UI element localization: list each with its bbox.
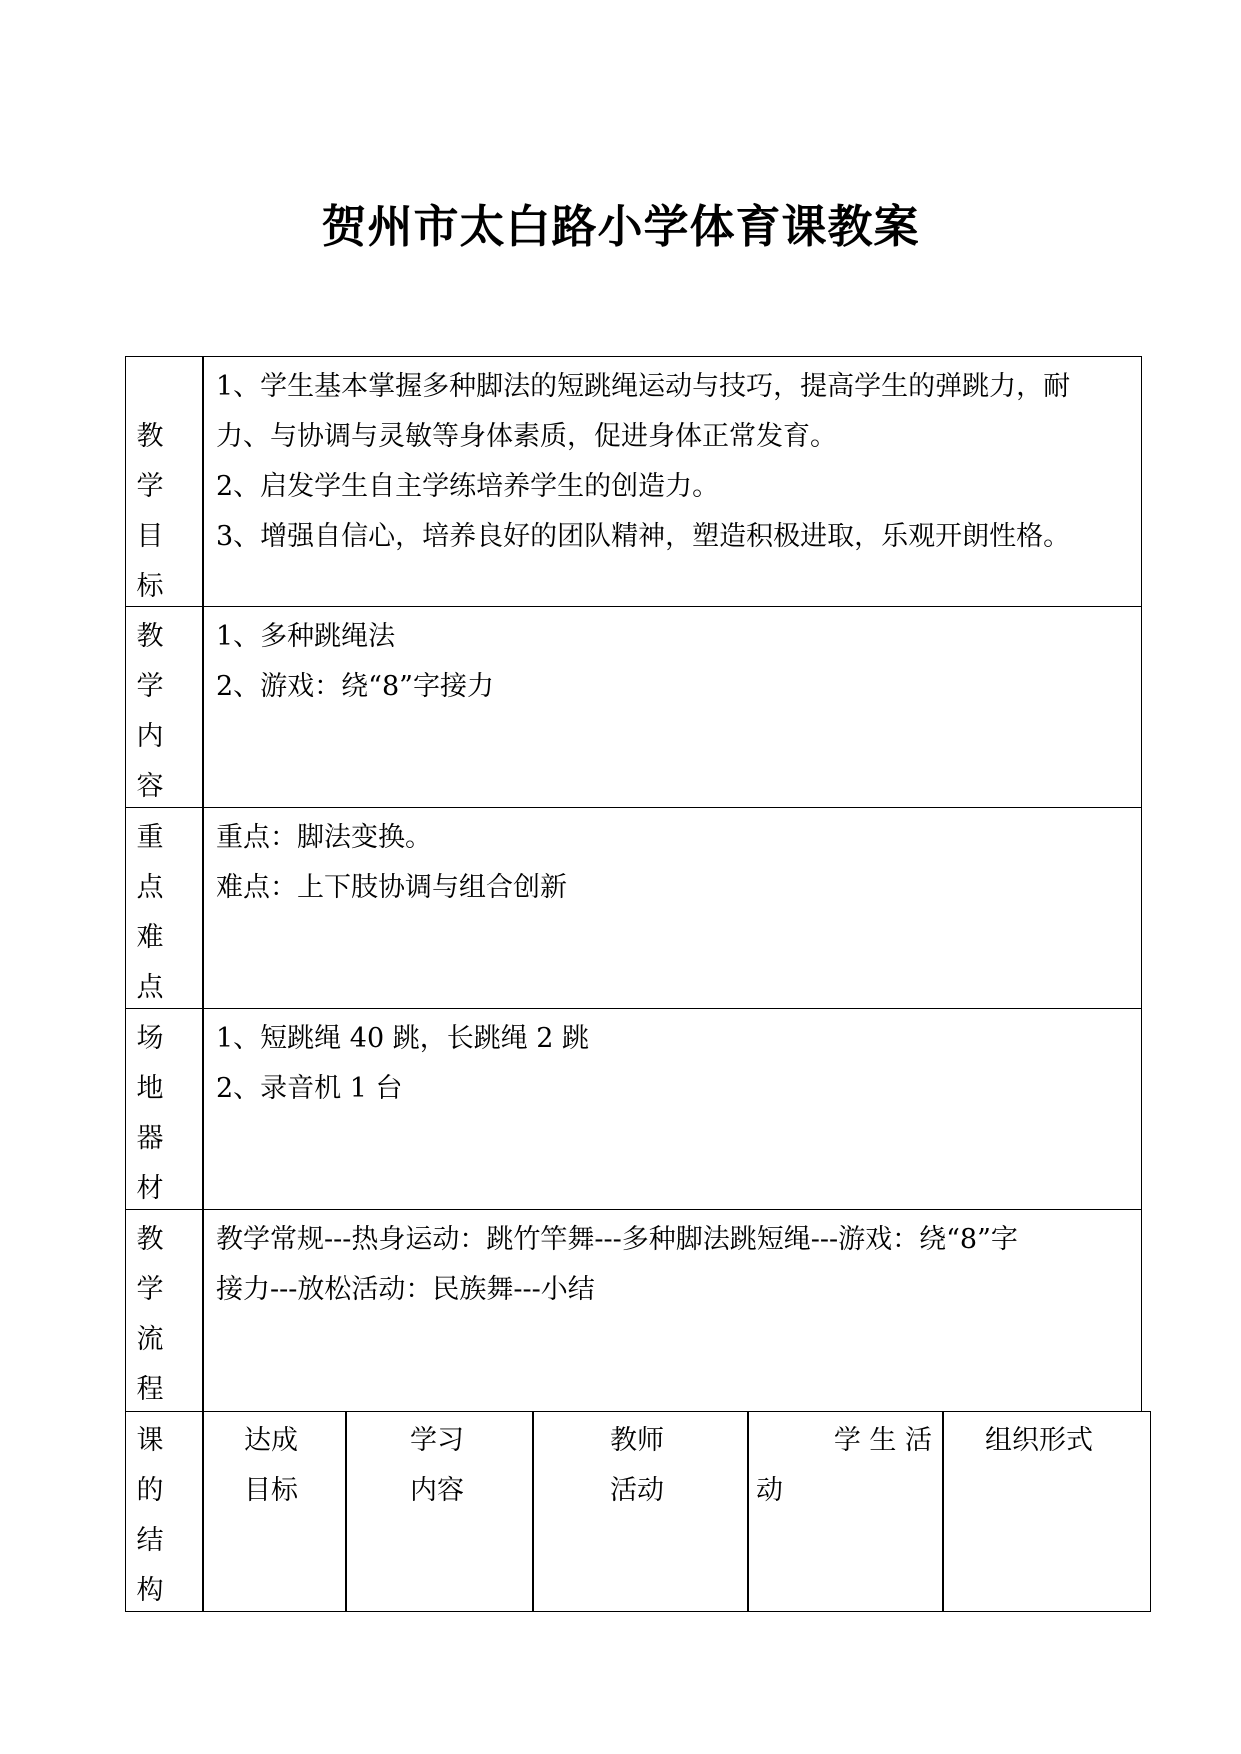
- label-char: 器: [136, 1123, 164, 1154]
- content-line: 2、启发学生自主学练培养学生的创造力。: [216, 471, 720, 502]
- header-student-activity: 学 生 活 动: [756, 1425, 932, 1506]
- document-title: 贺州市太白路小学体育课教案: [321, 200, 920, 253]
- label-char: 难: [136, 922, 164, 953]
- label-char: 的: [136, 1475, 164, 1506]
- content-line: 力、与协调与灵敏等身体素质，促进身体正常发育。: [216, 421, 837, 452]
- label-char: 标: [136, 571, 164, 602]
- label-char: 场: [136, 1023, 164, 1054]
- content-line: 1、学生基本掌握多种脚法的短跳绳运动与技巧，提高学生的弹跳力，耐: [216, 371, 1071, 402]
- row-label: [133, 412, 167, 612]
- row-content: [216, 813, 567, 913]
- row-label: [133, 1014, 167, 1214]
- row-content: [216, 362, 1070, 562]
- label-char: 容: [136, 771, 164, 802]
- header-teacher-activity: 教师 活动: [610, 1425, 664, 1506]
- label-char: 学: [136, 471, 164, 502]
- content-line: 3、增强自信心，培养良好的团队精神，塑造积极进取，乐观开朗性格。: [216, 521, 1071, 552]
- label-char: 教: [136, 1224, 164, 1255]
- label-char: 地: [136, 1073, 164, 1104]
- content-line: 2、录音机 1 台: [216, 1073, 403, 1104]
- row-label: [133, 612, 167, 812]
- label-char: 教: [136, 621, 164, 652]
- content-line: 重点：脚法变换。: [216, 822, 432, 853]
- column-divider: [532, 1411, 534, 1612]
- column-divider: [747, 1411, 749, 1612]
- row-content: [216, 1014, 589, 1114]
- content-line: 2、游戏：绕“8”字接力: [216, 671, 494, 702]
- header-achievement-goal: 达成 目标: [244, 1425, 298, 1506]
- content-line: 1、多种跳绳法: [216, 621, 396, 652]
- column-divider: [942, 1411, 944, 1612]
- label-char: 内: [136, 721, 164, 752]
- content-line: 教学常规---热身运动：跳竹竿舞---多种脚法跳短绳---游戏：绕“8”字: [216, 1224, 1018, 1255]
- header-organization-form: 组织形式: [985, 1425, 1093, 1456]
- label-char: 流: [136, 1324, 164, 1355]
- row-label: [133, 1416, 167, 1616]
- label-char: 点: [136, 872, 164, 903]
- label-char: 构: [136, 1575, 164, 1606]
- label-char: 学: [136, 1274, 164, 1305]
- content-line: 1、短跳绳 40 跳，长跳绳 2 跳: [216, 1023, 590, 1054]
- label-char: 学: [136, 671, 164, 702]
- content-line: 接力---放松活动：民族舞---小结: [216, 1274, 595, 1305]
- label-char: 程: [136, 1374, 164, 1405]
- row-content: [216, 1215, 1018, 1315]
- label-char: 教: [136, 421, 164, 452]
- label-char: 结: [136, 1525, 164, 1556]
- label-char: 重: [136, 822, 164, 853]
- label-char: 目: [136, 521, 164, 552]
- label-char: 点: [136, 972, 164, 1003]
- label-char: 课: [136, 1425, 164, 1456]
- content-line: 难点：上下肢协调与组合创新: [216, 872, 567, 903]
- column-divider: [345, 1411, 347, 1612]
- header-learning-content: 学习 内容: [410, 1425, 464, 1506]
- row-label: [133, 813, 167, 1013]
- row-label: [133, 1215, 167, 1415]
- row-content: [216, 612, 494, 712]
- label-divider: [202, 356, 204, 1612]
- label-char: 材: [136, 1173, 164, 1204]
